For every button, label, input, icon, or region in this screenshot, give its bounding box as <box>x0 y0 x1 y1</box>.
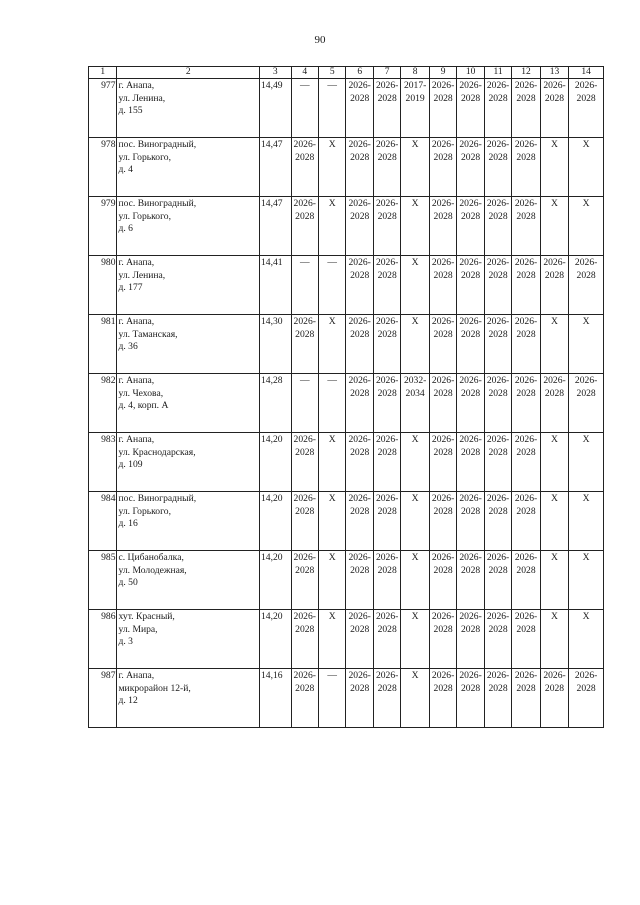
table-row <box>89 197 604 256</box>
area-cell: 14,30 <box>259 315 291 374</box>
period-cell: 2026-2028 <box>512 138 540 197</box>
address-line: ул. Ленина, <box>118 269 166 281</box>
period-cell: 2026-2028 <box>512 551 540 610</box>
period-cell: Х <box>318 197 345 256</box>
address-line: ул. Краснодарская, <box>118 446 196 458</box>
period-cell: 2026-2028 <box>540 79 568 138</box>
period-cell: 2026-2028 <box>346 256 373 315</box>
period-cell: 2026-2028 <box>291 197 318 256</box>
period-cell: 2026-2028 <box>291 669 318 728</box>
column-number: 3 <box>259 67 291 79</box>
address-line: с. Цибанобалка, <box>118 552 184 563</box>
period-cell: 2026-2028 <box>512 79 540 138</box>
table-row <box>89 610 604 669</box>
column-number: 1 <box>89 67 117 79</box>
period-cell: 2026-2028 <box>373 79 400 138</box>
period-cell: 2026-2028 <box>373 492 400 551</box>
address-cell <box>117 492 259 551</box>
period-cell: Х <box>401 492 429 551</box>
period-cell: 2026-2028 <box>457 79 484 138</box>
address-cell <box>117 551 259 610</box>
period-cell: 2026-2028 <box>346 79 373 138</box>
period-cell: Х <box>318 492 345 551</box>
period-cell: — <box>291 79 318 138</box>
address-line: ул. Горького, <box>118 210 171 222</box>
table-row <box>89 256 604 315</box>
period-cell: 2026-2028 <box>373 256 400 315</box>
period-cell: 2026-2028 <box>512 492 540 551</box>
period-cell: 2026-2028 <box>457 138 484 197</box>
address-line: г. Анапа, <box>118 257 155 268</box>
period-cell: 2032-2034 <box>401 374 429 433</box>
period-cell: 2026-2028 <box>373 669 400 728</box>
period-cell: 2026-2028 <box>291 315 318 374</box>
address-cell <box>117 256 259 315</box>
row-number: 981 <box>89 315 117 374</box>
address-line: ул. Ленина, <box>118 92 166 104</box>
period-cell: 2026-2028 <box>373 315 400 374</box>
repair-schedule-table <box>88 66 604 728</box>
address-line: ул. Молодежная, <box>118 564 187 576</box>
table-row <box>89 551 604 610</box>
column-number: 12 <box>512 67 540 79</box>
address-line: г. Анапа, <box>118 316 155 327</box>
period-cell: 2026-2028 <box>569 669 604 728</box>
period-cell: 2026-2028 <box>291 492 318 551</box>
period-cell: Х <box>540 610 568 669</box>
period-cell: Х <box>540 138 568 197</box>
period-cell: 2026-2028 <box>373 551 400 610</box>
address-line: д. 16 <box>118 518 138 529</box>
address-line: пос. Виноградный, <box>118 493 197 504</box>
period-cell: 2026-2028 <box>484 669 511 728</box>
period-cell: — <box>291 374 318 433</box>
period-cell: 2026-2028 <box>457 551 484 610</box>
period-cell: Х <box>569 551 604 610</box>
period-cell: Х <box>401 256 429 315</box>
area-cell: 14,28 <box>259 374 291 433</box>
period-cell: 2026-2028 <box>484 551 511 610</box>
table-row <box>89 433 604 492</box>
address-line: г. Анапа, <box>118 670 155 681</box>
column-number: 6 <box>346 67 373 79</box>
period-cell: 2026-2028 <box>484 79 511 138</box>
row-number: 977 <box>89 79 117 138</box>
period-cell: 2026-2028 <box>373 433 400 492</box>
period-cell: 2026-2028 <box>484 256 511 315</box>
period-cell: Х <box>540 492 568 551</box>
period-cell: 2026-2028 <box>540 374 568 433</box>
period-cell: Х <box>318 610 345 669</box>
period-cell: 2026-2028 <box>484 433 511 492</box>
period-cell: — <box>318 374 345 433</box>
period-cell: Х <box>401 433 429 492</box>
address-line: д. 4, корп. А <box>118 400 169 411</box>
period-cell: 2026-2028 <box>373 138 400 197</box>
table-body <box>89 67 604 728</box>
address-line: ул. Чехова, <box>118 387 164 399</box>
period-cell: 2026-2028 <box>457 315 484 374</box>
address-line: микрорайон 12-й, <box>118 682 191 694</box>
period-cell: 2026-2028 <box>512 669 540 728</box>
column-number: 7 <box>373 67 400 79</box>
period-cell: — <box>318 256 345 315</box>
address-line: д. 3 <box>118 636 133 647</box>
period-cell: 2026-2028 <box>569 79 604 138</box>
period-cell: 2026-2028 <box>569 374 604 433</box>
period-cell: 2026-2028 <box>429 669 456 728</box>
row-number: 979 <box>89 197 117 256</box>
period-cell: Х <box>401 315 429 374</box>
period-cell: 2026-2028 <box>429 197 456 256</box>
address-cell <box>117 79 259 138</box>
period-cell: 2026-2028 <box>457 256 484 315</box>
period-cell: Х <box>540 197 568 256</box>
period-cell: Х <box>540 551 568 610</box>
period-cell: Х <box>540 315 568 374</box>
period-cell: Х <box>569 610 604 669</box>
period-cell: 2026-2028 <box>429 492 456 551</box>
period-cell: Х <box>569 138 604 197</box>
period-cell: 2026-2028 <box>457 669 484 728</box>
area-cell: 14,16 <box>259 669 291 728</box>
period-cell: 2026-2028 <box>457 492 484 551</box>
column-number: 2 <box>117 67 259 79</box>
row-number: 983 <box>89 433 117 492</box>
area-cell: 14,49 <box>259 79 291 138</box>
period-cell: 2026-2028 <box>484 610 511 669</box>
period-cell: 2026-2028 <box>346 374 373 433</box>
period-cell: 2026-2028 <box>457 197 484 256</box>
address-line: ул. Мира, <box>118 623 158 635</box>
period-cell: 2026-2028 <box>429 433 456 492</box>
table-row <box>89 138 604 197</box>
period-cell: Х <box>569 492 604 551</box>
period-cell: Х <box>318 315 345 374</box>
column-number: 8 <box>401 67 429 79</box>
period-cell: 2026-2028 <box>291 433 318 492</box>
period-cell: 2026-2028 <box>484 492 511 551</box>
column-number: 14 <box>569 67 604 79</box>
period-cell: 2026-2028 <box>484 197 511 256</box>
period-cell: 2026-2028 <box>512 315 540 374</box>
period-cell: — <box>318 669 345 728</box>
period-cell: 2026-2028 <box>569 256 604 315</box>
column-number-row <box>89 67 604 79</box>
period-cell: 2026-2028 <box>429 551 456 610</box>
period-cell: Х <box>401 610 429 669</box>
period-cell: 2026-2028 <box>540 256 568 315</box>
period-cell: 2026-2028 <box>457 610 484 669</box>
period-cell: 2026-2028 <box>429 610 456 669</box>
address-line: пос. Виноградный, <box>118 198 197 209</box>
address-line: ул. Горького, <box>118 505 171 517</box>
address-cell <box>117 138 259 197</box>
address-line: д. 155 <box>118 105 143 116</box>
address-line: ул. Горького, <box>118 151 171 163</box>
period-cell: 2026-2028 <box>512 610 540 669</box>
row-number: 980 <box>89 256 117 315</box>
address-line: д. 12 <box>118 695 138 706</box>
period-cell: 2026-2028 <box>291 610 318 669</box>
period-cell: Х <box>318 433 345 492</box>
address-cell <box>117 374 259 433</box>
column-number: 9 <box>429 67 456 79</box>
period-cell: 2026-2028 <box>346 433 373 492</box>
period-cell: 2026-2028 <box>512 374 540 433</box>
period-cell: 2026-2028 <box>291 551 318 610</box>
row-number: 982 <box>89 374 117 433</box>
address-line: д. 36 <box>118 341 138 352</box>
address-cell <box>117 197 259 256</box>
address-cell <box>117 610 259 669</box>
address-line: д. 177 <box>118 282 143 293</box>
table-row <box>89 315 604 374</box>
address-line: г. Анапа, <box>118 434 155 445</box>
period-cell: 2026-2028 <box>346 315 373 374</box>
address-cell <box>117 669 259 728</box>
period-cell: 2026-2028 <box>512 256 540 315</box>
period-cell: 2026-2028 <box>429 138 456 197</box>
address-line: д. 4 <box>118 164 133 175</box>
period-cell: — <box>318 79 345 138</box>
period-cell: 2026-2028 <box>457 374 484 433</box>
period-cell: Х <box>569 315 604 374</box>
area-cell: 14,41 <box>259 256 291 315</box>
area-cell: 14,20 <box>259 610 291 669</box>
table-row <box>89 492 604 551</box>
period-cell: 2026-2028 <box>512 197 540 256</box>
area-cell: 14,47 <box>259 138 291 197</box>
address-line: ул. Таманская, <box>118 328 178 340</box>
period-cell: Х <box>540 433 568 492</box>
area-cell: 14,20 <box>259 492 291 551</box>
row-number: 984 <box>89 492 117 551</box>
table-row <box>89 374 604 433</box>
column-number: 13 <box>540 67 568 79</box>
column-number: 4 <box>291 67 318 79</box>
period-cell: 2026-2028 <box>346 551 373 610</box>
period-cell: 2026-2028 <box>373 610 400 669</box>
area-cell: 14,47 <box>259 197 291 256</box>
address-line: д. 109 <box>118 459 143 470</box>
period-cell: 2026-2028 <box>346 197 373 256</box>
period-cell: 2026-2028 <box>373 374 400 433</box>
period-cell: 2026-2028 <box>346 669 373 728</box>
address-line: д. 6 <box>118 223 133 234</box>
row-number: 978 <box>89 138 117 197</box>
column-number: 10 <box>457 67 484 79</box>
period-cell: Х <box>401 197 429 256</box>
period-cell: 2017-2019 <box>401 79 429 138</box>
period-cell: — <box>291 256 318 315</box>
period-cell: 2026-2028 <box>346 610 373 669</box>
area-cell: 14,20 <box>259 551 291 610</box>
column-number: 5 <box>318 67 345 79</box>
row-number: 986 <box>89 610 117 669</box>
period-cell: Х <box>401 551 429 610</box>
period-cell: 2026-2028 <box>484 138 511 197</box>
column-number: 11 <box>484 67 511 79</box>
address-line: г. Анапа, <box>118 375 155 386</box>
period-cell: 2026-2028 <box>429 79 456 138</box>
period-cell: Х <box>401 669 429 728</box>
row-number: 987 <box>89 669 117 728</box>
table-row <box>89 669 604 728</box>
address-line: д. 50 <box>118 577 138 588</box>
row-number: 985 <box>89 551 117 610</box>
area-cell: 14,20 <box>259 433 291 492</box>
address-line: г. Анапа, <box>118 80 155 91</box>
period-cell: 2026-2028 <box>373 197 400 256</box>
period-cell: 2026-2028 <box>429 256 456 315</box>
period-cell: 2026-2028 <box>457 433 484 492</box>
period-cell: 2026-2028 <box>540 669 568 728</box>
period-cell: 2026-2028 <box>484 374 511 433</box>
period-cell: 2026-2028 <box>484 315 511 374</box>
address-cell <box>117 315 259 374</box>
period-cell: 2026-2028 <box>346 138 373 197</box>
period-cell: Х <box>318 138 345 197</box>
period-cell: Х <box>401 138 429 197</box>
table-row <box>89 79 604 138</box>
address-line: пос. Виноградный, <box>118 139 197 150</box>
period-cell: 2026-2028 <box>512 433 540 492</box>
period-cell: 2026-2028 <box>291 138 318 197</box>
period-cell: Х <box>569 433 604 492</box>
period-cell: Х <box>318 551 345 610</box>
address-line: хут. Красный, <box>118 611 175 622</box>
period-cell: 2026-2028 <box>429 374 456 433</box>
address-cell <box>117 433 259 492</box>
period-cell: 2026-2028 <box>429 315 456 374</box>
period-cell: Х <box>569 197 604 256</box>
period-cell: 2026-2028 <box>346 492 373 551</box>
page-number: 90 <box>314 34 326 46</box>
